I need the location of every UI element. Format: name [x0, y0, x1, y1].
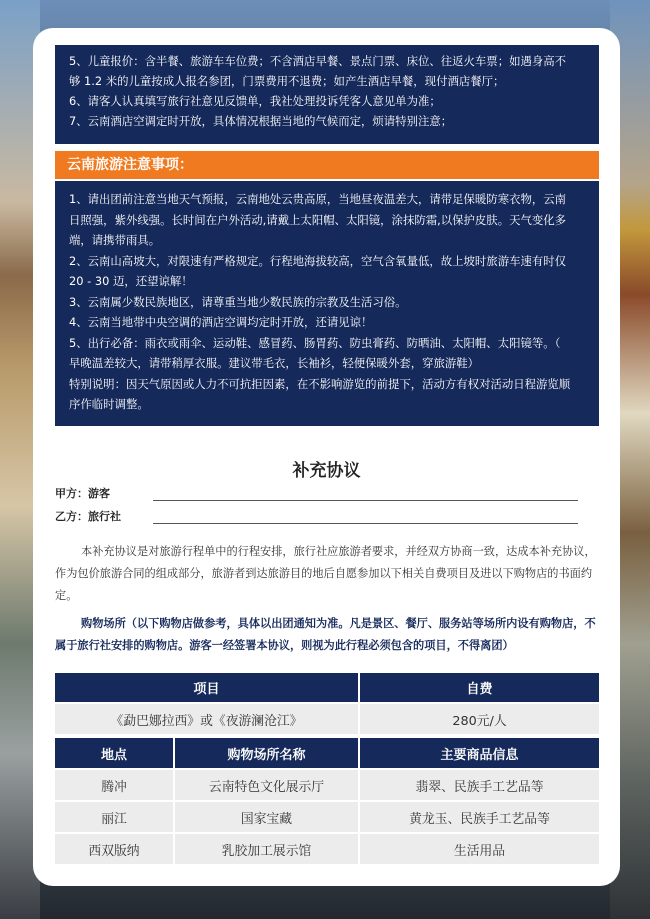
table-row [55, 770, 599, 802]
table-header-row [55, 738, 599, 770]
notice-line: 7、云南酒店空调定时开放，具体情况根据当地的气候而定，烦请特别注意； [69, 114, 453, 128]
table-cell: 腾冲 [55, 770, 175, 802]
header-cell: 自费 [360, 673, 599, 704]
note-line: 早晚温差较大，请带稍厚衣服。建议带毛衣，长袖衫，轻便保暖外套，穿旅游鞋） [69, 356, 480, 370]
note-line: 1、请出团前注意当地天气预报，云南地处云贵高原，当地昼夜温差大，请带足保暖防寒衣物，云南 [69, 192, 567, 206]
note-line: 端，请携带雨具。 [69, 233, 161, 247]
notice-line: 6、请客人认真填写旅行社意见反馈单，我社处理投诉凭客人意见单为准； [69, 94, 441, 108]
header-cell: 项目 [55, 673, 360, 704]
notice-box [55, 45, 599, 144]
shop-table [55, 738, 599, 866]
section-title: 云南旅游注意事项： [55, 151, 599, 179]
notes-box [55, 181, 599, 426]
notice-line: 够 1.2 米的儿童按成人报名参团，门票费用不退费；如产生酒店早餐，现付酒店餐厅； [69, 74, 505, 88]
notice-line: 5、儿童报价：含半餐、旅游车车位费；不含酒店早餐、景点门票、床位、往返火车票；如遇身高不 [69, 54, 567, 68]
table-header-row [55, 673, 599, 704]
table-cell: 翡翠、民族手工艺品等 [360, 770, 599, 802]
party-a-field[interactable] [55, 485, 600, 503]
party-b-label: 乙方：旅行社 [55, 510, 121, 523]
note-line: 4、云南当地带中央空调的酒店空调均定时开放，还请见谅！ [69, 315, 373, 329]
table-cell: 生活用品 [360, 834, 599, 866]
table-cell: 西双版纳 [55, 834, 175, 866]
note-line: 2、云南山高坡大，对限速有严格规定。行程地海拔较高，空气含氧量低，故上坡时旅游车速有时仅 [69, 253, 567, 268]
note-line: 日照强，紫外线强。长时间在户外活动,请戴上太阳帽、太阳镜，涂抹防霜,以保护皮肤。天气变化多 [69, 212, 567, 227]
table-cell: 丽江 [55, 802, 175, 834]
agreement-title: 补充协议 [292, 461, 361, 481]
table-row [55, 802, 599, 834]
table-row [55, 834, 599, 866]
table-cell: 《勐巴娜拉西》或《夜游澜沧江》 [55, 704, 360, 736]
table-cell: 乳胶加工展示馆 [175, 834, 360, 866]
shopping-note: 购物场所（以下购物店做参考，具体以出团通知为准。凡是景区、餐厅、服务站等场所内设有购物店，不属于旅行社安排的购物店。游客一经签署本协议，则视为此行程必须包含的项目，不得离团） [55, 617, 596, 652]
table-cell: 云南特色文化展示厅 [175, 770, 360, 802]
header-cell: 地点 [55, 738, 175, 770]
note-line: 3、云南属少数民族地区，请尊重当地少数民族的宗教及生活习俗。 [69, 294, 407, 309]
table-cell: 黄龙玉、民族手工艺品等 [360, 802, 599, 834]
table-cell: 国家宝藏 [175, 802, 360, 834]
fee-table [55, 673, 599, 736]
note-line: 20 - 30 迈，还望谅解！ [69, 274, 193, 288]
header-cell: 购物场所名称 [175, 738, 360, 770]
signature-line [153, 500, 578, 501]
party-a-label: 甲方：游客 [55, 487, 110, 500]
party-b-field[interactable] [55, 508, 600, 526]
signature-line [153, 523, 578, 524]
note-line: 特别说明：因天气原因或人力不可抗拒因素，在不影响游览的前提下，活动方有权对活动日程游览顺 [69, 376, 571, 391]
agreement-paragraph: 本补充协议是对旅游行程单中的行程安排，旅行社应旅游者要求，并经双方协商一致，达成本补充协议，作为包价旅游合同的组成部分，旅游者到达旅游目的地后自愿参加以下相关自费项目及进以下购物店的书面约定。 [55, 545, 596, 602]
table-cell: 280元/人 [360, 704, 599, 736]
note-line: 5、出行必备：雨衣或雨伞、运动鞋、感冒药、肠胃药、防虫膏药、防晒油、太阳帽、太阳镜等。（ [69, 335, 561, 350]
document-card [33, 28, 620, 886]
table-row [55, 704, 599, 736]
header-cell: 主要商品信息 [360, 738, 599, 770]
note-line: 序作临时调整。 [69, 397, 149, 411]
